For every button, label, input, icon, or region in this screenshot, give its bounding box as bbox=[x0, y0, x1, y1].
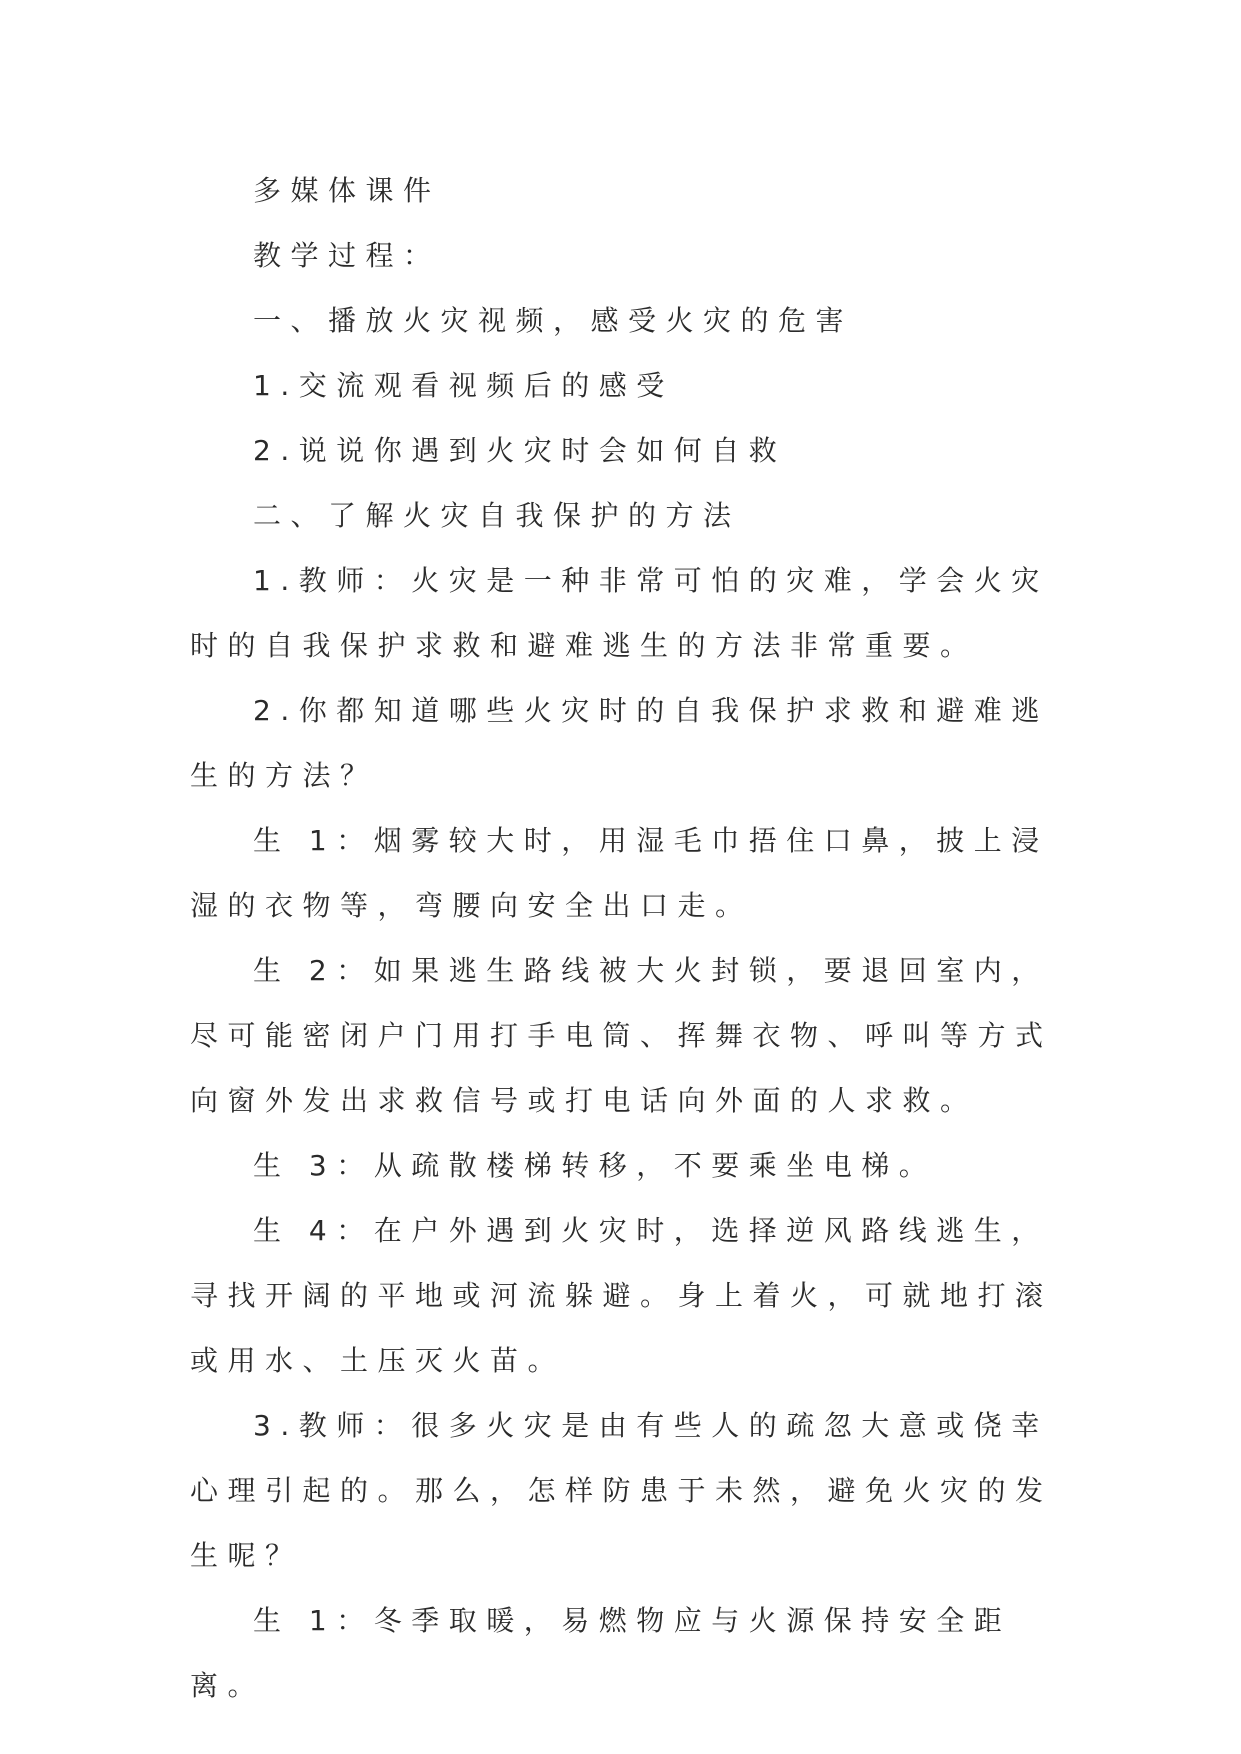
paragraph-student-1-prevention: 生 1：冬季取暖，易燃物应与火源保持安全距离。 bbox=[190, 1604, 1012, 1702]
paragraph-item-2-1: 1.教师：火灾是一种非常可怕的灾难，学会火灾时的自我保护求救和避难逃生的方法非常重要。 bbox=[190, 564, 1049, 662]
paragraph-section-one-heading: 一、播放火灾视频，感受火灾的危害 bbox=[253, 304, 854, 337]
paragraph-student-2: 生 2：如果逃生路线被大火封锁，要退回室内，尽可能密闭户门用打手电筒、挥舞衣物、呼叫等方式向窗外发出求救信号或打电话向外面的人求救。 bbox=[190, 954, 1053, 1117]
document-body bbox=[190, 158, 1060, 1718]
paragraph-item-1-1: 1.交流观看视频后的感受 bbox=[253, 369, 674, 402]
paragraph-item-2-3: 3.教师：很多火灾是由有些人的疏忽大意或侥幸心理引起的。那么，怎样防患于未然，避免火灾的发生呢？ bbox=[190, 1409, 1053, 1572]
paragraph-item-2-2: 2.你都知道哪些火灾时的自我保护求救和避难逃生的方法？ bbox=[190, 694, 1049, 792]
paragraph-student-3: 生 3：从疏散楼梯转移，不要乘坐电梯。 bbox=[253, 1149, 937, 1182]
paragraph-section-two-heading: 二、了解火灾自我保护的方法 bbox=[253, 499, 741, 532]
paragraph-materials: 多媒体课件 bbox=[253, 174, 441, 207]
paragraph-student-1: 生 1：烟雾较大时，用湿毛巾捂住口鼻，披上浸湿的衣物等，弯腰向安全出口走。 bbox=[190, 824, 1049, 922]
paragraph-process-heading: 教学过程： bbox=[253, 239, 441, 272]
paragraph-student-4: 生 4：在户外遇到火灾时，选择逆风路线逃生，寻找开阔的平地或河流躲避。身上着火，可就地打滚或用水、土压灭火苗。 bbox=[190, 1214, 1053, 1377]
paragraph-item-1-2: 2.说说你遇到火灾时会如何自救 bbox=[253, 434, 787, 467]
